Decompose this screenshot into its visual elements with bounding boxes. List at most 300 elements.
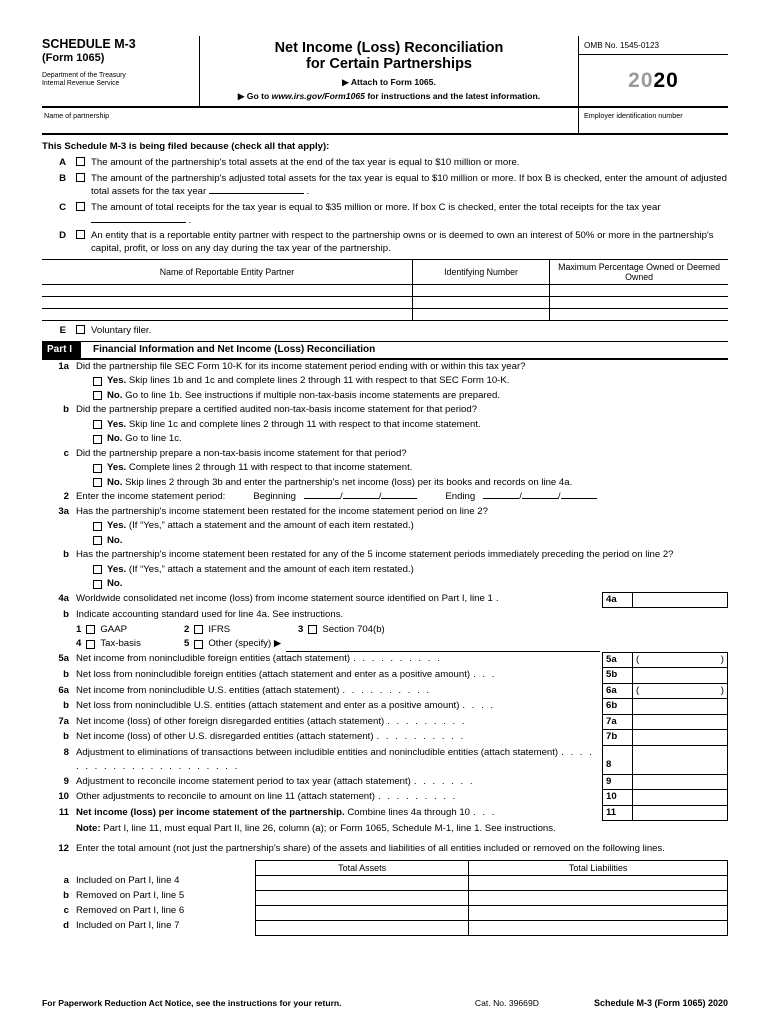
date-slash: / xyxy=(557,491,561,502)
question-3b xyxy=(42,548,728,592)
line-number-4a: 4a xyxy=(58,592,69,604)
question-1a-text: Did the partnership file SEC Form 10-K for its income statement period ending with or within this tax year? xyxy=(76,360,526,372)
line-12b-liabilities-cell[interactable] xyxy=(469,891,728,906)
accounting-standard-row-2 xyxy=(42,637,728,652)
close-paren: ) xyxy=(720,684,724,696)
reason-d-text: An entity that is a reportable entity partner with respect to the partnership owns or is deemed to own an interest of 50% or more in the partnership's capital, profit, or loss on any day during the tax year of the partnership. xyxy=(91,230,714,254)
option-1c-no xyxy=(76,476,728,491)
part1-title: Financial Information and Net Income (Loss) Reconciliation xyxy=(93,344,376,355)
reason-a-text: The amount of the partnership's total assets at the end of the tax year is equal to $10 million or more. xyxy=(91,156,520,168)
line-6b-label: Net loss from nonincludible U.S. entities (attach statement and enter as a positive amount) xyxy=(76,700,460,711)
option-ifrs xyxy=(184,623,298,638)
partner-table-row xyxy=(42,285,728,297)
line-4a xyxy=(42,592,728,609)
line-number-5b: b xyxy=(63,669,69,680)
line-6a xyxy=(42,684,728,700)
filing-reason-b xyxy=(42,172,728,198)
question-3b-text: Has the partnership's income statement been restated for any of the 5 income statement periods immediately preceding the period on line 2? xyxy=(76,549,674,560)
line-number-1c: c xyxy=(63,447,69,459)
line-10-code xyxy=(602,790,632,806)
line-5a-label: Net income from nonincludible foreign entities (attach statement) xyxy=(76,652,351,664)
checkbox-3a-yes[interactable] xyxy=(93,522,102,531)
checkbox-cell xyxy=(76,156,91,170)
line-8-label: Adjustment to eliminations of transactions between includible entities and nonincludible entities (attach statement) xyxy=(76,746,559,758)
line-12d-row xyxy=(256,921,728,936)
reason-b-text xyxy=(91,172,728,198)
yes-text: Complete lines 2 through 11 with respect to that income statement. xyxy=(126,462,413,473)
line-number-3a: 3a xyxy=(58,505,69,517)
line-6b-entry[interactable] xyxy=(632,699,728,715)
beginning-year-field[interactable] xyxy=(381,490,417,499)
option-3b-no xyxy=(76,577,728,592)
reportable-entity-partner-table xyxy=(42,259,728,321)
line-number-10: 10 xyxy=(58,791,69,802)
identifying-number-header: Identifying Number xyxy=(412,260,549,285)
yes-label: Yes. xyxy=(107,418,127,430)
checkbox-cell xyxy=(76,201,91,227)
filing-intro: This Schedule M-3 is being filed because (check all that apply): xyxy=(42,141,330,152)
question-1b xyxy=(42,403,728,447)
line-number-1b: b xyxy=(63,404,69,415)
yes-label: Yes. xyxy=(107,375,127,386)
line-6a-entry[interactable] xyxy=(632,684,728,700)
assets-liabilities-table xyxy=(255,860,728,937)
beginning-day-field[interactable] xyxy=(343,490,379,499)
question-2-text: Enter the income statement period: xyxy=(76,491,226,502)
yes-text: Skip lines 1b and 1c and complete lines 2 through 11 with respect to that SEC Form 10-K. xyxy=(126,375,510,386)
no-label: No. xyxy=(107,476,123,488)
checkbox-cell xyxy=(76,324,91,338)
agency-name xyxy=(42,72,193,88)
max-percentage-cell[interactable] xyxy=(550,297,728,309)
reason-e-text: Voluntary filer. xyxy=(91,324,152,336)
dot-leader: . . . . xyxy=(462,700,496,711)
line-number-12: 12 xyxy=(58,843,69,854)
code-label: 11 xyxy=(606,806,617,818)
form-title xyxy=(206,40,572,72)
line-12d-label-row xyxy=(42,919,255,934)
no-label: No. xyxy=(107,578,123,589)
line-7a xyxy=(42,715,728,731)
reason-c-text xyxy=(91,201,728,227)
line-6a-text xyxy=(76,684,602,700)
reason-b-period: . xyxy=(306,186,310,197)
option-1a-yes xyxy=(76,374,728,389)
checkbox-cell xyxy=(76,229,91,255)
form-title-line2: for Certain Partnerships xyxy=(306,56,472,72)
line-12a-assets-cell[interactable] xyxy=(256,876,469,891)
option-5-number: 5 xyxy=(184,638,190,649)
gaap-label: GAAP xyxy=(100,623,128,635)
no-text: Skip lines 2 through 3b and enter the partnership's net income (loss) per its books and records on line 4a. xyxy=(122,476,573,488)
option-2-number: 2 xyxy=(184,623,190,635)
line-number-6a: 6a xyxy=(58,684,69,696)
dot-leader: . . . . . . . . . . . . . . . . . . . . . . xyxy=(76,746,594,772)
letter-a: A xyxy=(59,156,66,168)
line-5b-label: Net loss from nonincludible foreign entities (attach statement and enter as a positive amount) xyxy=(76,669,471,680)
line-11-code xyxy=(602,806,632,822)
line-12a-label-row xyxy=(42,874,255,889)
section-704b-label: Section 704(b) xyxy=(322,623,385,635)
line-12a-text: Included on Part I, line 4 xyxy=(76,874,180,886)
ending-month-field[interactable] xyxy=(483,490,519,499)
checkbox-3a-no[interactable] xyxy=(93,536,102,545)
attach-instruction: ▶ Attach to Form 1065. xyxy=(342,77,436,87)
option-tax-basis xyxy=(76,637,184,652)
line-4a-entry[interactable] xyxy=(632,592,728,609)
line-number-3b: b xyxy=(63,549,69,560)
code-label: 6a xyxy=(606,684,617,696)
irs-url: www.irs.gov/Form1065 xyxy=(271,91,365,101)
checkbox-other[interactable] xyxy=(194,640,203,649)
line-7b-code xyxy=(602,730,632,746)
line-12b-assets-cell[interactable] xyxy=(256,891,469,906)
filing-reason-c xyxy=(42,201,728,227)
yes-label: Yes. xyxy=(107,563,127,575)
option-gaap xyxy=(76,623,184,638)
line-8-entry[interactable] xyxy=(632,746,728,775)
checkbox-1b-no[interactable] xyxy=(93,435,102,444)
reason-c-period: . xyxy=(188,214,192,226)
line-4b xyxy=(42,608,728,623)
question-1b-text: Did the partnership prepare a certified audited non-tax-basis income statement for that period? xyxy=(76,404,478,415)
line-10-entry[interactable] xyxy=(632,790,728,806)
line-7b-label: Net income (loss) of other U.S. disregarded entities (attach statement) xyxy=(76,731,374,742)
question-1a xyxy=(42,360,728,404)
no-label: No. xyxy=(107,534,123,546)
max-percentage-cell[interactable] xyxy=(550,285,728,297)
omb-number: OMB No. 1545-0123 xyxy=(579,36,728,55)
question-2 xyxy=(42,490,728,505)
line-12d-liabilities-cell[interactable] xyxy=(469,921,728,936)
letter-c: C xyxy=(59,201,66,213)
question-3a xyxy=(42,505,728,549)
code-label: 7b xyxy=(606,731,618,742)
letter-12a: a xyxy=(63,874,69,886)
line-10-text xyxy=(76,790,602,806)
goto-instruction xyxy=(206,90,572,103)
checkbox-3b-yes[interactable] xyxy=(93,565,102,574)
empty-gutter xyxy=(42,822,76,835)
dot-leader: . . . . . . . xyxy=(413,775,475,787)
dot-leader: . . . . . . . . . xyxy=(387,715,467,727)
line-12a-row xyxy=(256,876,728,891)
form-footer-id: Schedule M-3 (Form 1065) 2020 xyxy=(593,998,728,1008)
dot-leader: . . . . . . . . . . xyxy=(376,731,466,742)
identifying-number-cell[interactable] xyxy=(412,309,549,321)
date-slash: / xyxy=(340,491,343,502)
line-5b-text xyxy=(76,668,602,684)
open-paren: ( xyxy=(636,653,640,665)
box-b-checkbox[interactable] xyxy=(76,173,85,182)
line-7b-entry[interactable] xyxy=(632,730,728,746)
line-4a-label: Worldwide consolidated net income (loss) from income statement source identified on Part I, line 1 xyxy=(76,592,493,604)
option-3b-yes xyxy=(76,563,728,578)
line-5a-code xyxy=(602,652,632,669)
checkbox-1a-yes[interactable] xyxy=(93,377,102,386)
code-label: 5a xyxy=(606,653,617,665)
form-title-line1: Net Income (Loss) Reconciliation xyxy=(274,40,504,56)
code-label: 10 xyxy=(606,791,617,802)
code-label: 8 xyxy=(606,759,612,770)
line-7b-text xyxy=(76,730,602,746)
total-assets-header: Total Assets xyxy=(256,860,469,876)
form-title-block xyxy=(200,36,578,106)
line-12b-row xyxy=(256,891,728,906)
checkbox-1b-yes[interactable] xyxy=(93,420,102,429)
line-5b xyxy=(42,668,728,684)
agency-line2: Internal Revenue Service xyxy=(42,80,120,87)
line-number-8: 8 xyxy=(63,746,69,758)
line-12b-text: Removed on Part I, line 5 xyxy=(76,889,185,901)
tax-basis-label: Tax-basis xyxy=(100,638,141,649)
dot-leader: . xyxy=(495,592,501,604)
schedule-title: SCHEDULE M-3 xyxy=(42,37,136,51)
line-11-label: Combine lines 4a through 10 xyxy=(344,806,471,818)
line-6b xyxy=(42,699,728,715)
ending-label: Ending xyxy=(445,491,476,502)
yes-text: (If “Yes,” attach a statement and the amount of each item restated.) xyxy=(126,520,414,531)
line-9-label: Adjustment to reconcile income statement period to tax year (attach statement) xyxy=(76,775,411,787)
ein-label: Employer identification number xyxy=(584,111,683,120)
line-4a-text xyxy=(76,592,602,609)
note-body: Part I, line 11, must equal Part II, line 26, column (a); or Form 1065, Schedule M-1, line 1. See instructions. xyxy=(100,823,556,834)
identifying-number-cell[interactable] xyxy=(412,297,549,309)
no-text: Go to line 1b. See instructions if multiple non-tax-basis income statements are prepared. xyxy=(122,389,501,401)
yes-text: (If “Yes,” attach a statement and the amount of each item restated.) xyxy=(126,563,414,575)
box-a-checkbox[interactable] xyxy=(76,157,85,166)
line-9-code xyxy=(602,775,632,791)
date-slash: / xyxy=(378,491,382,502)
assets-liabilities-header-row xyxy=(256,860,728,876)
line-6a-code xyxy=(602,684,632,700)
line-number-4b: b xyxy=(63,609,69,620)
total-receipts-blank[interactable] xyxy=(91,214,186,223)
goto-suffix: for instructions and the latest information. xyxy=(364,91,541,101)
form-header xyxy=(42,36,728,108)
line-4a-code xyxy=(602,592,632,609)
no-text: Go to line 1c. xyxy=(122,433,182,444)
option-section-704b xyxy=(298,623,385,638)
other-specify-label: Other (specify) ▶ xyxy=(208,638,282,649)
line-7b xyxy=(42,730,728,746)
question-1c xyxy=(42,447,728,491)
line-number-9: 9 xyxy=(63,775,69,787)
max-percentage-cell[interactable] xyxy=(550,309,728,321)
dot-leader: . . . xyxy=(473,806,497,818)
line-12a-liabilities-cell[interactable] xyxy=(469,876,728,891)
tax-year xyxy=(579,55,728,106)
letter-b: B xyxy=(59,173,66,184)
line-6b-code xyxy=(602,699,632,715)
partner-table-row xyxy=(42,309,728,321)
option-1c-yes xyxy=(76,461,728,476)
line-12c-row xyxy=(256,906,728,921)
year-bold: 20 xyxy=(653,69,679,92)
option-4-number: 4 xyxy=(76,638,82,649)
identifying-number-cell[interactable] xyxy=(412,285,549,297)
year-outline: 20 xyxy=(628,69,654,92)
partner-name-cell[interactable] xyxy=(42,285,412,297)
option-1b-no xyxy=(76,432,728,447)
letter-12d: d xyxy=(63,919,69,931)
checkbox-cell xyxy=(76,172,91,198)
line-7a-entry[interactable] xyxy=(632,715,728,731)
checkbox-1a-no[interactable] xyxy=(93,391,102,400)
note-label: Note: xyxy=(76,823,101,834)
spacer xyxy=(42,860,255,874)
max-percentage-header: Maximum Percentage Owned or Deemed Owned xyxy=(550,260,728,285)
line-7a-label: Net income (loss) of other foreign disregarded entities (attach statement) xyxy=(76,715,385,727)
box-c-checkbox[interactable] xyxy=(76,202,85,211)
line-12d-assets-cell[interactable] xyxy=(256,921,469,936)
line-7a-code xyxy=(602,715,632,731)
line-12d-text: Included on Part I, line 7 xyxy=(76,919,180,931)
no-label: No. xyxy=(107,433,123,444)
line-12-grid xyxy=(42,860,728,937)
line-5a-text xyxy=(76,652,602,669)
line-6b-text xyxy=(76,699,602,715)
checkbox-1c-yes[interactable] xyxy=(93,464,102,473)
line-8-text xyxy=(76,746,602,775)
line-12c-text: Removed on Part I, line 6 xyxy=(76,904,185,916)
question-3a-text: Has the partnership's income statement been restated for the income statement period on line 2? xyxy=(76,505,488,517)
partner-name-cell[interactable] xyxy=(42,297,412,309)
no-label: No. xyxy=(107,389,123,401)
line-5b-entry[interactable] xyxy=(632,668,728,684)
checkbox-gaap[interactable] xyxy=(86,625,95,634)
option-3a-yes xyxy=(76,519,728,534)
filing-reason-a xyxy=(42,156,728,170)
line-5b-code xyxy=(602,668,632,684)
part1-label: Part I xyxy=(42,342,81,358)
checkbox-ifrs[interactable] xyxy=(194,625,203,634)
checkbox-1c-no[interactable] xyxy=(93,478,102,487)
letter-e: E xyxy=(59,324,66,336)
open-paren: ( xyxy=(636,684,640,696)
ending-day-field[interactable] xyxy=(522,490,558,499)
partnership-name-field[interactable] xyxy=(42,108,578,133)
part1-header-bar xyxy=(42,341,728,360)
ein-field[interactable] xyxy=(578,108,728,133)
line-8 xyxy=(42,746,728,775)
checkbox-3b-no[interactable] xyxy=(93,580,102,589)
partner-name-cell[interactable] xyxy=(42,309,412,321)
reason-b-body: The amount of the partnership's adjusted total assets for the tax year is equal to $10 million or more. If box B is checked, enter the amount of adjusted total assets for the tax year xyxy=(91,173,727,197)
name-ein-row xyxy=(42,108,728,135)
line-10-label: Other adjustments to reconcile to amount on line 11 (attach statement) xyxy=(76,791,375,802)
form-id-block xyxy=(42,36,200,106)
code-label: 5b xyxy=(606,669,618,680)
option-1b-yes xyxy=(76,418,728,433)
omb-year-block xyxy=(578,36,728,106)
filing-reason-d xyxy=(42,229,728,255)
line-11-text xyxy=(76,806,602,822)
line-12c-assets-cell[interactable] xyxy=(256,906,469,921)
code-label: 4a xyxy=(606,593,617,605)
code-label: 6b xyxy=(606,700,618,711)
partner-table-row xyxy=(42,297,728,309)
letter-12b: b xyxy=(63,889,69,901)
line-number-5a: 5a xyxy=(58,652,69,664)
line-12b-label-row xyxy=(42,889,255,904)
line-6a-label: Net income from nonincludible U.S. entities (attach statement) xyxy=(76,684,340,696)
date-slash: / xyxy=(519,491,522,502)
line-number-7a: 7a xyxy=(58,715,69,727)
yes-label: Yes. xyxy=(107,462,127,473)
code-label: 9 xyxy=(606,775,612,787)
dot-leader: . . . . . . . . . . xyxy=(342,684,432,696)
partner-table-header-row xyxy=(42,260,728,285)
option-3a-no xyxy=(76,534,728,549)
line-12-section xyxy=(42,842,728,936)
adjusted-total-assets-blank[interactable] xyxy=(209,185,304,194)
letter-12c: c xyxy=(63,904,69,916)
other-specify-blank[interactable] xyxy=(286,642,600,652)
yes-text: Skip line 1c and complete lines 2 through 11 with respect to that income statement. xyxy=(126,418,481,430)
ifrs-label: IFRS xyxy=(208,623,231,635)
code-label: 7a xyxy=(606,715,617,727)
line-7a-text xyxy=(76,715,602,731)
box-d-checkbox[interactable] xyxy=(76,230,85,239)
line-number-6b: b xyxy=(63,700,69,711)
line-12-text: Enter the total amount (not just the partnership's share) of the assets and liabilities of all entities included or removed on the following lines. xyxy=(76,843,665,854)
filing-reason-e xyxy=(42,324,728,338)
part1-note xyxy=(42,822,728,835)
line-12c-liabilities-cell[interactable] xyxy=(469,906,728,921)
goto-prefix: ▶ Go to xyxy=(237,91,272,101)
dot-leader: . . . . . . . . . . xyxy=(353,652,442,664)
dot-leader: . . . xyxy=(473,669,497,680)
line-12-labels xyxy=(42,860,255,937)
option-1a-no xyxy=(76,389,728,404)
partner-name-header: Name of Reportable Entity Partner xyxy=(42,260,412,285)
checkbox-section-704b[interactable] xyxy=(308,625,317,634)
reason-c-body: The amount of total receipts for the tax year is equal to $35 million or more. If box C is checked, enter the total receipts for the tax year xyxy=(91,201,661,213)
line-5a-entry[interactable] xyxy=(632,652,728,669)
close-paren: ) xyxy=(720,653,724,665)
beginning-label: Beginning xyxy=(253,491,297,502)
form-number: (Form 1065) xyxy=(42,52,105,64)
option-3-number: 3 xyxy=(298,623,304,635)
letter-d: D xyxy=(59,230,66,241)
partnership-name-label: Name of partnership xyxy=(44,111,110,120)
empty-gutter xyxy=(42,637,76,652)
option-other xyxy=(184,637,281,652)
line-8-code xyxy=(602,746,632,775)
line-5a xyxy=(42,652,728,669)
line-4b-text: Indicate accounting standard used for line 4a. See instructions. xyxy=(76,609,344,620)
line-number-2: 2 xyxy=(63,491,69,502)
paperwork-notice: For Paperwork Reduction Act Notice, see the instructions for your return. xyxy=(42,998,342,1008)
ending-year-field[interactable] xyxy=(561,490,597,499)
line-9-text xyxy=(76,775,602,791)
line-12c-label-row xyxy=(42,904,255,919)
empty-gutter xyxy=(42,623,76,638)
question-1c-text: Did the partnership prepare a non-tax-basis income statement for that period? xyxy=(76,447,407,459)
line-11-entry[interactable] xyxy=(632,806,728,822)
line-12 xyxy=(42,842,728,857)
checkbox-tax-basis[interactable] xyxy=(86,640,95,649)
beginning-month-field[interactable] xyxy=(304,490,340,499)
line-9-entry[interactable] xyxy=(632,775,728,791)
box-e-checkbox[interactable] xyxy=(76,325,85,334)
dot-leader: . . . . . . . . . xyxy=(378,791,458,802)
option-1-number: 1 xyxy=(76,623,82,635)
line-9 xyxy=(42,775,728,791)
form-footer xyxy=(42,993,728,1010)
catalog-number: Cat. No. 39669D xyxy=(474,998,539,1008)
